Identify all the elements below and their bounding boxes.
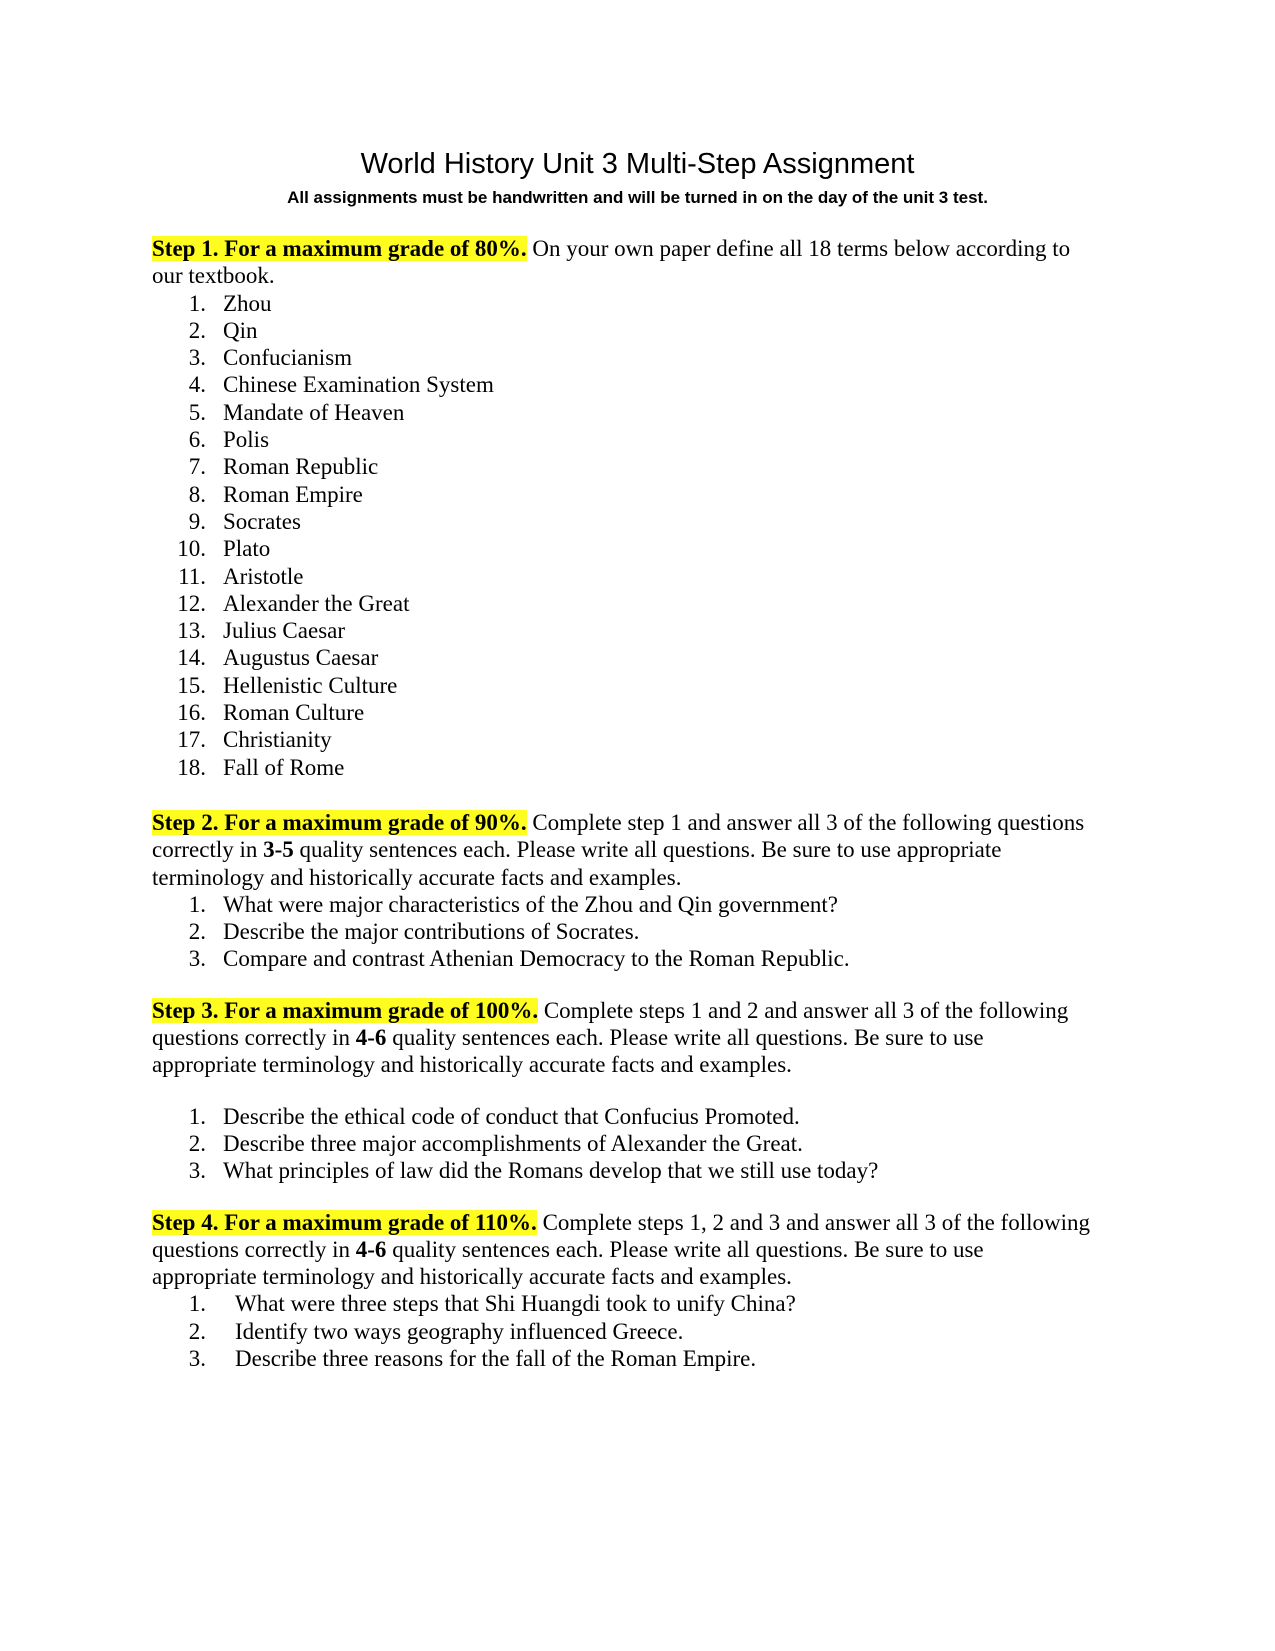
list-item: 1. Describe the ethical code of conduct that Confucius Promoted. bbox=[188, 1103, 800, 1129]
step-3-label: Step 3. For a maximum grade of 100%. bbox=[152, 997, 539, 1023]
list-item: 7. Roman Republic bbox=[188, 454, 379, 480]
list-item: 16. Roman Culture bbox=[177, 700, 365, 726]
list-item: 2. Describe three major accomplishments of Alexander the Great. bbox=[188, 1130, 803, 1156]
list-item: 1. What were major characteristics of the Zhou and Qin government? bbox=[188, 891, 839, 917]
list-item: 13. Julius Caesar bbox=[177, 618, 346, 644]
list-item: 6. Polis bbox=[188, 427, 270, 453]
step-1-instructions bbox=[152, 235, 1092, 290]
step-1-term-list bbox=[152, 290, 1092, 781]
list-item: 1. Zhou bbox=[188, 290, 272, 316]
list-item: 9. Socrates bbox=[188, 508, 301, 534]
step-1-label: Step 1. For a maximum grade of 80%. bbox=[152, 236, 527, 261]
list-item: 4. Chinese Examination System bbox=[188, 372, 494, 398]
list-item: 15. Hellenistic Culture bbox=[177, 672, 398, 698]
assignment-body bbox=[152, 235, 1092, 1372]
spacer bbox=[152, 973, 1092, 997]
list-item: 12. Alexander the Great bbox=[177, 590, 410, 616]
list-item: 8. Roman Empire bbox=[188, 481, 363, 507]
step-3-question-list bbox=[152, 1103, 1092, 1185]
page-subtitle: All assignments must be handwritten and will be turned in on the day of the unit 3 test. bbox=[287, 188, 988, 207]
list-item: 3. Confucianism bbox=[188, 345, 353, 371]
spacer bbox=[152, 1185, 1092, 1209]
list-item: 2. Describe the major contributions of Socrates. bbox=[188, 919, 640, 945]
spacer bbox=[152, 781, 1092, 809]
step-2-instructions: Step 2. For a maximum grade of 90%. Complete step 1 and answer all 3 of the following questions correctly in 3-5 quality sentences each. Please write all questions. Be sure to use appropriate terminology and historically accurate facts and examples. bbox=[152, 809, 1085, 890]
list-item: 3. Compare and contrast Athenian Democracy to the Roman Republic. bbox=[188, 946, 850, 972]
step-2-question-list bbox=[152, 891, 1092, 973]
step-4-label: Step 4. For a maximum grade of 110%. bbox=[152, 1209, 537, 1235]
list-item: 14. Augustus Caesar bbox=[177, 645, 379, 671]
list-item: 2. Identify two ways geography influenced Greece. bbox=[188, 1318, 684, 1344]
step-2-label: Step 2. For a maximum grade of 90%. bbox=[152, 809, 527, 835]
list-item: 2. Qin bbox=[188, 317, 258, 343]
list-item: 3. Describe three reasons for the fall of the Roman Empire. bbox=[188, 1345, 757, 1371]
step-3-instructions: Step 3. For a maximum grade of 100%. Complete steps 1 and 2 and answer all 3 of the following questions correctly in 4-6 quality sentences each. Please write all questions. Be sure to use appropriate terminology and historically accurate facts and examples. bbox=[152, 997, 1069, 1078]
list-item: 10. Plato bbox=[177, 536, 271, 562]
spacer bbox=[152, 1079, 1092, 1103]
step-4-instructions: Step 4. For a maximum grade of 110%. Complete steps 1, 2 and 3 and answer all 3 of the following questions correctly in 4-6 quality sentences each. Please write all questions. Be sure to use appropriate terminology and historically accurate facts and examples. bbox=[152, 1209, 1090, 1290]
step-1-text: On your own paper define all 18 terms below according to our textbook. bbox=[152, 236, 1071, 289]
step-4-question-list bbox=[152, 1290, 1092, 1372]
list-item: 3. What principles of law did the Romans develop that we still use today? bbox=[188, 1158, 879, 1184]
list-item: 17. Christianity bbox=[177, 727, 332, 753]
list-item: 5. Mandate of Heaven bbox=[188, 399, 405, 425]
list-item: 18. Fall of Rome bbox=[177, 754, 345, 780]
list-item: 1. What were three steps that Shi Huangdi took to unify China? bbox=[188, 1291, 796, 1317]
page-title: World History Unit 3 Multi-Step Assignment bbox=[360, 148, 915, 180]
list-item: 11. Aristotle bbox=[178, 563, 304, 589]
